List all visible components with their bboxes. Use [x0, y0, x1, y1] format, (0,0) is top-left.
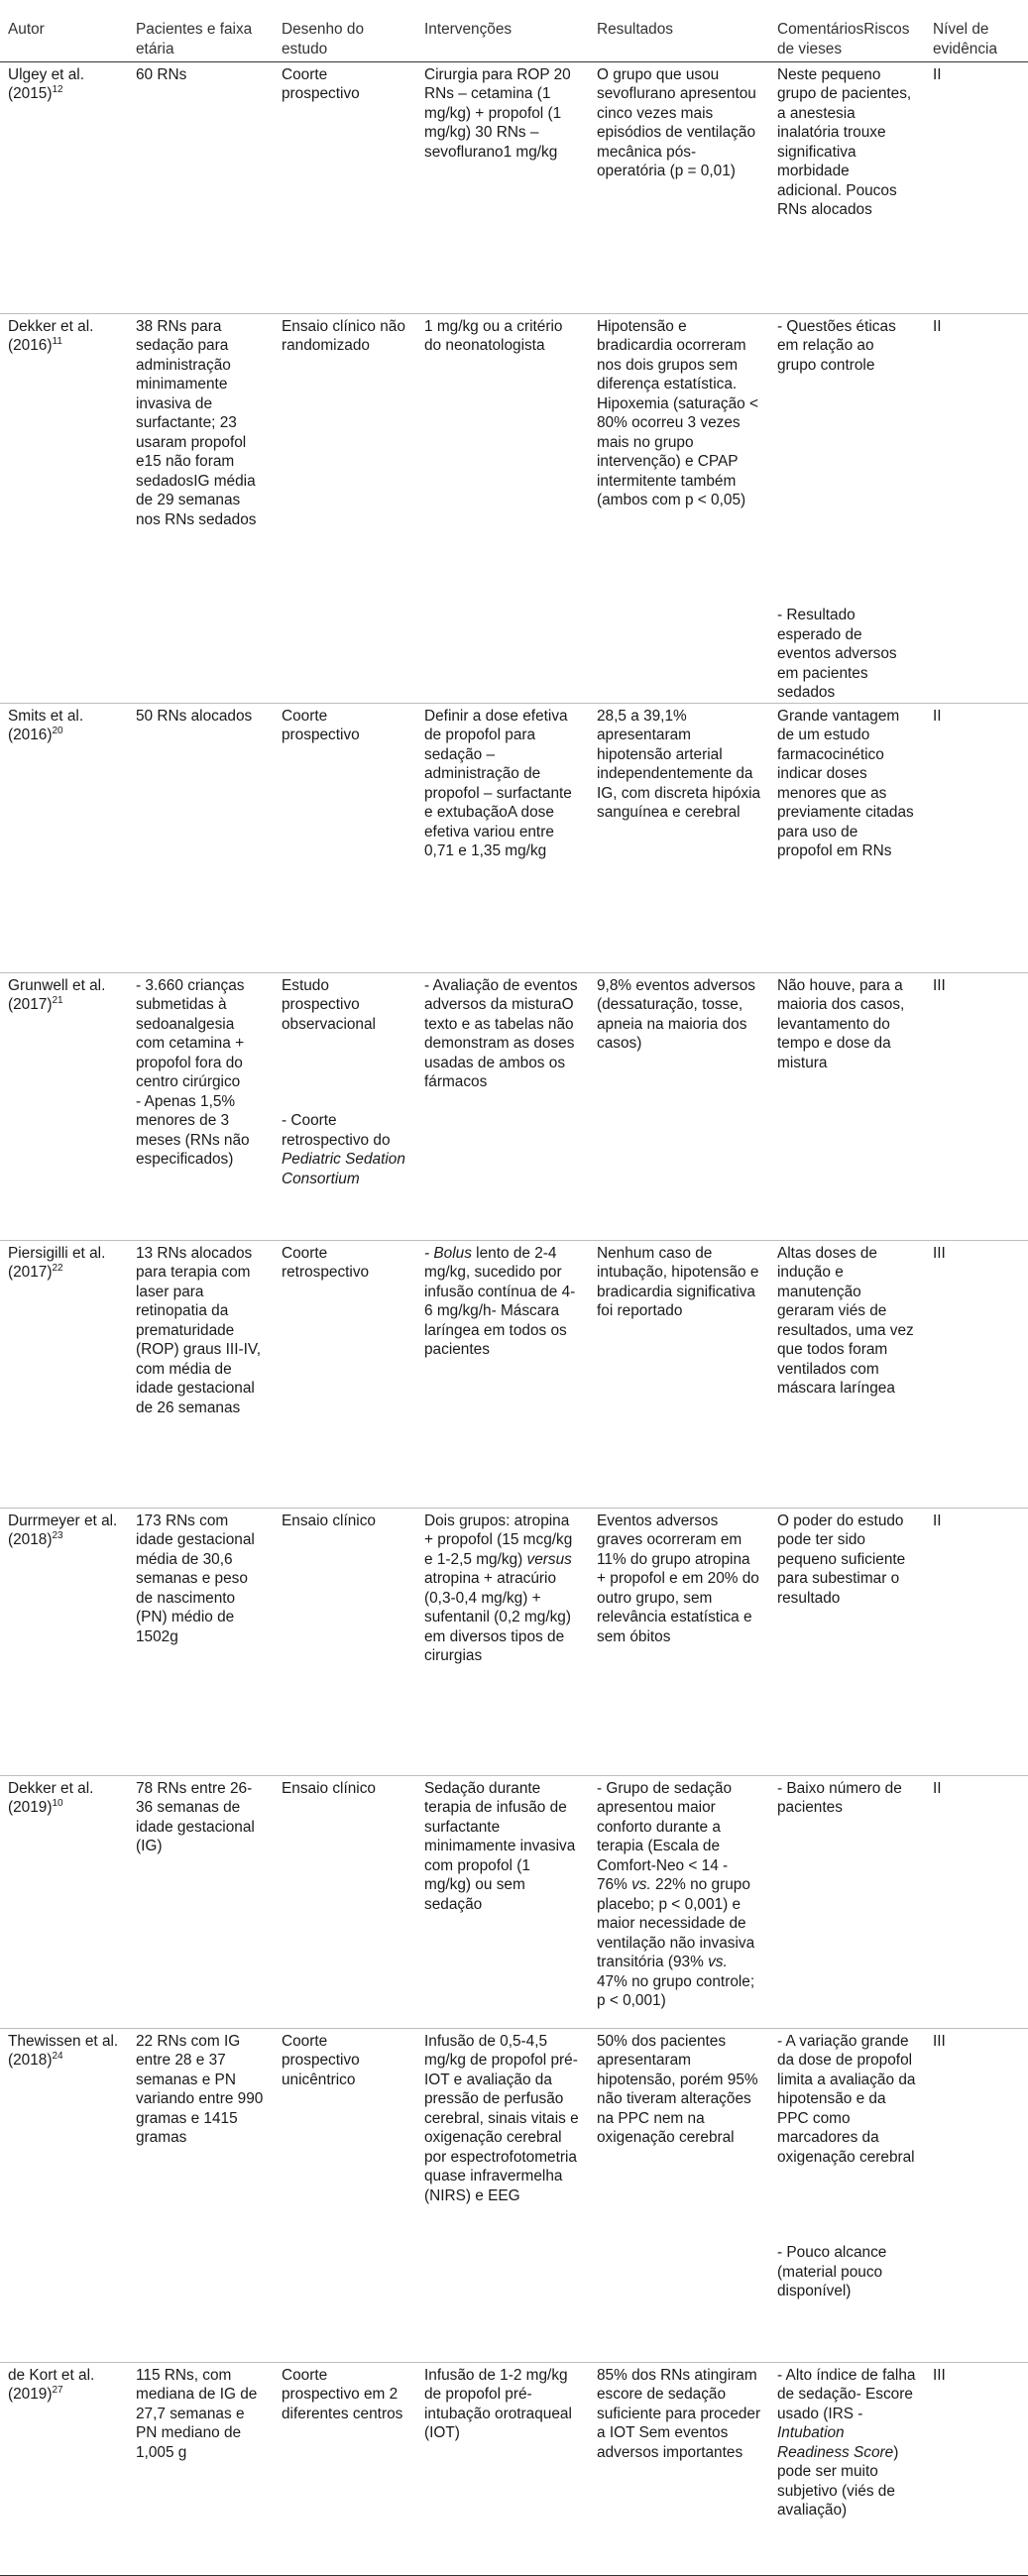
cell-author: Dekker et al. $(2019)^{10}$ [0, 1775, 128, 2028]
cell-comments: Neste pequeno grupo de pacientes, a anestesia inalatória trouxe significativa morbidade adicional. Poucos RNs alocados [769, 61, 925, 313]
cell-interventions: 1 mg/kg ou a critério do neonatologista [416, 313, 589, 703]
cell-author: Thewissen et al. $(2018)^{24}$ [0, 2028, 128, 2362]
cell-results: 28,5 a 39,1% apresentaram hipotensão arterial independentemente da IG, com discreta hipóxia sanguínea e cerebral [589, 703, 769, 972]
cell-comments: O poder do estudo pode ter sido pequeno suficiente para subestimar o resultado [769, 1508, 925, 1775]
cell-level: II [925, 313, 1028, 703]
cell-patients: 115 RNs, com mediana de IG de 27,7 semanas e PN mediano de 1,005 g [128, 2362, 274, 2575]
patients-item: - Apenas 1,5% menores de 3 meses (RNs não especificados) [136, 1092, 250, 1168]
cell-results: 50% dos pacientes apresentaram hipotensão, porém 95% não tiveram alterações na PPC nem na oxigenação cerebral [589, 2028, 769, 2362]
cell-author: Dekker et al. $(2016)^{11}$ [0, 313, 128, 703]
cell-comments [769, 2028, 925, 2362]
cell-results: 85% dos RNs atingiram escore de sedação suficiente para proceder a IOT Sem eventos adversos importantes [589, 2362, 769, 2575]
cell-author: Smits et al. $(2016)^{20}$ [0, 703, 128, 972]
header-desenho: Desenho do estudo [274, 0, 416, 61]
table-header [0, 0, 1028, 61]
cell-comments: Grande vantagem de um estudo farmacocinético indicar doses menores que as previamente citadas para uso de propofol em RNs [769, 703, 925, 972]
cell-results: - Grupo de sedação apresentou maior conforto durante a terapia (Escala de Comfort-Neo < 14 - 76% vs. 22% no grupo placebo; p < 0,001) e maior necessidade de ventilação não invasiva transitória (93% vs. 47% no grupo controle; p < 0,001) [589, 1775, 769, 2028]
cell-results: Eventos adversos graves ocorreram em 11% do grupo atropina + propofol e em 20% do outro grupo, sem relevância estatística e sem óbitos [589, 1508, 769, 1775]
cell-level: III [925, 1240, 1028, 1508]
citation-ref: 24 [52, 2050, 63, 2062]
design-item: Estudo prospectivo observacional [282, 976, 376, 1033]
header-resultados: Resultados [589, 0, 769, 61]
cell-patients: 38 RNs para sedação para administração minimamente invasiva de surfactante; 23 usaram propofol e15 não foram sedadosIG média de 29 semanas nos RNs sedados [128, 313, 274, 703]
table-row [0, 61, 1028, 313]
cell-comments: - Alto índice de falha de sedação- Escore usado (IRS - Intubation Readiness Score) pode ser muito subjetivo (viés de avaliação) [769, 2362, 925, 2575]
cell-interventions: Infusão de 0,5-4,5 mg/kg de propofol pré-IOT e avaliação da pressão de perfusão cerebral, sinais vitais e oxigenação cerebral por espectrofotometria quase infravermelha (NIRS) e EEG [416, 2028, 589, 2362]
cell-patients: 13 RNs alocados para terapia com laser para retinopatia da prematuridade (ROP) graus III-IV, com média de idade gestacional de 26 semanas [128, 1240, 274, 1508]
cell-author: Grunwell et al. $(2017)^{21}$ [0, 972, 128, 1240]
header-nivel: Nível de evidência [925, 0, 1028, 61]
cell-comments: Não houve, para a maioria dos casos, levantamento do tempo e dose da mistura [769, 972, 925, 1240]
cell-interventions: Sedação durante terapia de infusão de surfactante minimamente invasiva com propofol (1 mg/kg) ou sem sedação [416, 1775, 589, 2028]
cell-results: 9,8% eventos adversos (dessaturação, tosse, apneia na maioria dos casos) [589, 972, 769, 1240]
cell-patients: 173 RNs com idade gestacional média de 30,6 semanas e peso de nascimento (PN) médio de 1502g [128, 1508, 274, 1775]
citation-ref: 10 [52, 1797, 63, 1809]
cell-results: Nenhum caso de intubação, hipotensão e bradicardia significativa foi reportado [589, 1240, 769, 1508]
cell-patients [128, 972, 274, 1240]
table-row [0, 972, 1028, 1240]
header-comentarios: ComentáriosRiscos de vieses [769, 0, 925, 61]
cell-level: II [925, 1508, 1028, 1775]
cell-design: Coorte retrospectivo [274, 1240, 416, 1508]
cell-interventions: Dois grupos: atropina + propofol (15 mcg/kg e 1-2,5 mg/kg) versus atropina + atracúrio (0,3-0,4 mg/kg) + sufentanil (0,2 mg/kg) em diversos tipos de cirurgias [416, 1508, 589, 1775]
cell-patients: 78 RNs entre 26-36 semanas de idade gestacional (IG) [128, 1775, 274, 2028]
header-pacientes: Pacientes e faixa etária [128, 0, 274, 61]
table-row [0, 313, 1028, 703]
cell-comments [769, 313, 925, 703]
cell-author: de Kort et al. $(2019)^{27}$ [0, 2362, 128, 2575]
cell-design [274, 972, 416, 1240]
table-row [0, 703, 1028, 972]
comment-item: - Resultado esperado de eventos adversos em pacientes sedados [777, 607, 897, 701]
header-intervencoes: Intervenções [416, 0, 589, 61]
cell-results: Hipotensão e bradicardia ocorreram nos dois grupos sem diferença estatística. Hipoxemia (saturação < 80% ocorreu 3 vezes mais no grupo intervenção) e CPAP intermitente também (ambos com p < 0,05) [589, 313, 769, 703]
header-autor: Autor [0, 0, 128, 61]
table-row [0, 1240, 1028, 1508]
citation-ref: 20 [52, 725, 63, 736]
cell-interventions: Definir a dose efetiva de propofol para sedação – administração de propofol – surfactante e extubaçãoA dose efetiva variou entre 0,71 e 1,35 mg/kg [416, 703, 589, 972]
table-row [0, 2028, 1028, 2362]
comment-item: - Questões éticas em relação ao grupo controle [777, 317, 896, 374]
citation-ref: 22 [52, 1262, 63, 1274]
table-row [0, 1508, 1028, 1775]
citation-ref: 23 [52, 1529, 63, 1541]
cell-level: II [925, 61, 1028, 313]
citation-ref: 11 [52, 335, 62, 347]
comment-item: - A variação grande da dose de propofol limita a avaliação da hipotensão e da PPC como marcadores da oxigenação cerebral [777, 2032, 916, 2166]
cell-design: Coorte prospectivo [274, 703, 416, 972]
cell-design: Ensaio clínico não randomizado [274, 313, 416, 703]
comment-item: - Pouco alcance (material pouco disponível) [777, 2244, 887, 2299]
cell-comments: - Baixo número de pacientes [769, 1775, 925, 2028]
table-row [0, 2362, 1028, 2575]
cell-patients: 22 RNs com IG entre 28 e 37 semanas e PN variando entre 990 gramas e 1415 gramas [128, 2028, 274, 2362]
cell-comments: Altas doses de indução e manutenção geraram viés de resultados, uma vez que todos foram ventilados com máscara laríngea [769, 1240, 925, 1508]
citation-ref: 27 [52, 2384, 63, 2396]
cell-author: Durrmeyer et al. $(2018)^{23}$ [0, 1508, 128, 1775]
design-item: - Coorte retrospectivo do Pediatric Sedation Consortium [282, 1112, 405, 1187]
cell-interventions: Infusão de 1-2 mg/kg de propofol pré-intubação orotraqueal (IOT) [416, 2362, 589, 2575]
cell-interventions: Cirurgia para ROP 20 RNs – cetamina (1 mg/kg) + propofol (1 mg/kg) 30 RNs – sevoflurano1 mg/kg [416, 61, 589, 313]
cell-design: Ensaio clínico [274, 1775, 416, 2028]
cell-design: Ensaio clínico [274, 1508, 416, 1775]
cell-patients: 60 RNs [128, 61, 274, 313]
cell-level: III [925, 2362, 1028, 2575]
citation-ref: 21 [52, 994, 63, 1006]
cell-design: Coorte prospectivo em 2 diferentes centros [274, 2362, 416, 2575]
cell-interventions: - Avaliação de eventos adversos da misturaO texto e as tabelas não demonstram as doses usadas de ambos os fármacos [416, 972, 589, 1240]
cell-design: Coorte prospectivo [274, 61, 416, 313]
table-row [0, 1775, 1028, 2028]
cell-patients: 50 RNs alocados [128, 703, 274, 972]
cell-author: Piersigilli et al. $(2017)^{22}$ [0, 1240, 128, 1508]
cell-level: III [925, 972, 1028, 1240]
cell-level: II [925, 1775, 1028, 2028]
cell-results: O grupo que usou sevoflurano apresentou cinco vezes mais episódios de ventilação mecânica pós-operatória (p = 0,01) [589, 61, 769, 313]
cell-design: Coorte prospectivo unicêntrico [274, 2028, 416, 2362]
patients-item: - 3.660 crianças submetidas à sedoanalgesia com cetamina + propofol fora do centro cirúrgico [136, 976, 245, 1090]
cell-author: Ulgey et al. $(2015)^{12}$ [0, 61, 128, 313]
citation-ref: 12 [52, 83, 63, 95]
cell-interventions: - Bolus lento de 2-4 mg/kg, sucedido por infusão contínua de 4-6 mg/kg/h- Máscara laríngea em todos os pacientes [416, 1240, 589, 1508]
cell-level: II [925, 703, 1028, 972]
cell-level: III [925, 2028, 1028, 2362]
